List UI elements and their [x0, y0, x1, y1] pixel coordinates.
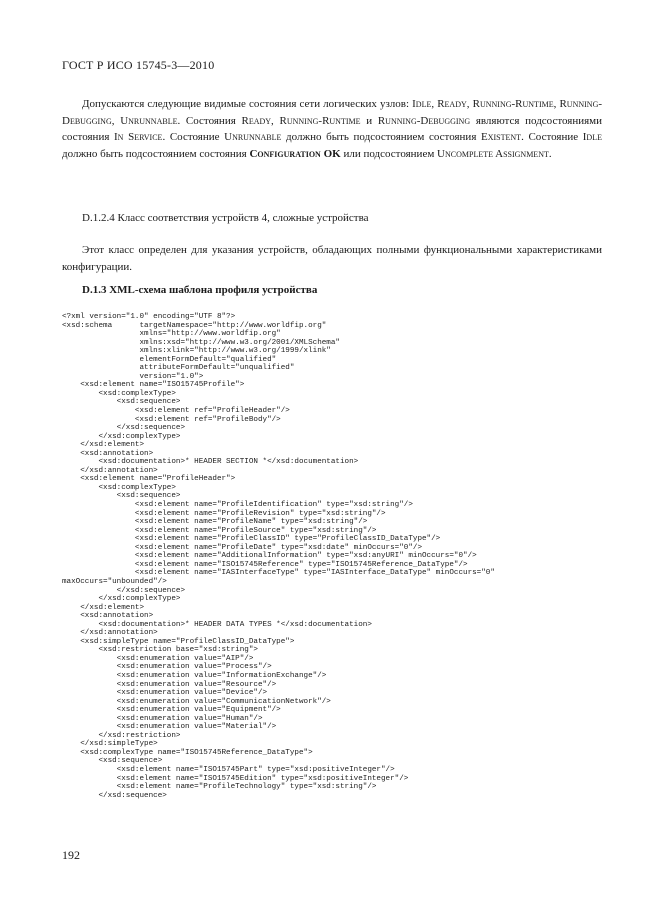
paragraph-class-description: Этот класс определен для указания устройств, обладающих полными функциональными характеристиками конфигурации.: [62, 244, 602, 273]
code-line: <xsd:element name="ProfileTechnology" type="xsd:string"/>: [62, 783, 377, 792]
code-line: <xsd:enumeration value="Human"/>: [62, 714, 263, 723]
paragraph-network-states: Допускаются следующие видимые состояния сети логических узлов: Idle, Ready, Running-Runtime, Running-Debugging, Unrunnable. Состояния Ready, Running-Runtime и Running-Debugging являются подсостояниями состояния In Service. Состояние Unrunnable должно быть подсостоянием состояния Existent. Состояние Idle должно быть подсостоянием состояния Configuration OK или подсостоянием Uncomplete Assignment.: [62, 98, 603, 160]
code-line: <xsd:documentation>* HEADER DATA TYPES *</xsd:documentation>: [62, 620, 372, 629]
code-line: <xsd:schema targetNamespace="http://www.worldfip.org": [62, 321, 327, 330]
code-line: <xsd:enumeration value="AIP"/>: [62, 654, 254, 663]
code-line: <xsd:annotation>: [62, 612, 154, 621]
code-line: <xsd:enumeration value="Material"/>: [62, 723, 277, 732]
code-line: xmlns:xlink="http://www.w3.org/1999/xlink": [62, 347, 331, 356]
subsection-heading: D.1.2.4 Класс соответствия устройств 4, сложные устройства: [82, 212, 369, 224]
code-line: <xsd:element name="ProfileClassID" type="ProfileClassID_DataType"/>: [62, 535, 441, 544]
code-line: <xsd:sequence>: [62, 757, 163, 766]
code-line: version="1.0">: [62, 372, 204, 381]
code-line: <xsd:sequence>: [62, 492, 181, 501]
code-line: <xsd:complexType>: [62, 483, 176, 492]
code-line: </xsd:complexType>: [62, 595, 181, 604]
code-line: <xsd:complexType name="ISO15745Reference_DataType">: [62, 748, 313, 757]
code-line: <xsd:enumeration value="InformationExchange"/>: [62, 671, 327, 680]
code-line: </xsd:sequence>: [62, 424, 186, 433]
code-line: </xsd:complexType>: [62, 432, 181, 441]
code-line: <xsd:enumeration value="CommunicationNetwork"/>: [62, 697, 331, 706]
code-line: <xsd:documentation>* HEADER SECTION *</xsd:documentation>: [62, 458, 359, 467]
code-line: </xsd:restriction>: [62, 731, 181, 740]
code-line: <xsd:element name="ProfileHeader">: [62, 475, 236, 484]
code-line: <xsd:element name="ISO15745Profile">: [62, 381, 245, 390]
code-line: <xsd:element name="AdditionalInformation" type="xsd:anyURI" minOccurs="0"/>: [62, 552, 477, 561]
code-line: <xsd:enumeration value="Equipment"/>: [62, 706, 281, 715]
code-line: xmlns:xsd="http://www.w3.org/2001/XMLSchema": [62, 338, 340, 347]
code-line: <xsd:element name="ProfileIdentification" type="xsd:string"/>: [62, 501, 413, 510]
code-line: <xsd:simpleType name="ProfileClassID_DataType">: [62, 637, 295, 646]
xml-code-listing: [62, 313, 622, 800]
code-line: maxOccurs="unbounded"/>: [62, 577, 167, 586]
code-line: <xsd:sequence>: [62, 398, 181, 407]
code-line: <xsd:element ref="ProfileHeader"/>: [62, 407, 290, 416]
code-line: </xsd:simpleType>: [62, 740, 158, 749]
code-line: xmlns="http://www.worldfip.org": [62, 330, 281, 339]
code-line: </xsd:sequence>: [62, 791, 167, 800]
code-line: <xsd:element name="ISO15745Part" type="xsd:positiveInteger"/>: [62, 765, 395, 774]
code-line: <xsd:enumeration value="Device"/>: [62, 689, 268, 698]
code-line: <xsd:element name="ProfileRevision" type="xsd:string"/>: [62, 509, 386, 518]
code-line: <xsd:element name="ProfileDate" type="xsd:date" minOccurs="0"/>: [62, 543, 423, 552]
section-heading: D.1.3 XML-схема шаблона профиля устройства: [82, 284, 318, 296]
code-line: </xsd:annotation>: [62, 466, 158, 475]
document-header: ГОСТ Р ИСО 15745-3—2010: [62, 58, 215, 72]
code-line: <xsd:annotation>: [62, 449, 154, 458]
code-line: <xsd:complexType>: [62, 389, 176, 398]
code-line: <xsd:element name="ProfileName" type="xsd:string"/>: [62, 518, 368, 527]
code-line: </xsd:element>: [62, 441, 145, 450]
code-line: <xsd:element name="ProfileSource" type="xsd:string"/>: [62, 526, 377, 535]
page-number: 192: [62, 848, 80, 862]
code-line: <xsd:enumeration value="Process"/>: [62, 663, 272, 672]
code-line: </xsd:element>: [62, 603, 145, 612]
code-line: <?xml version="1.0" encoding="UTF 8"?>: [62, 313, 236, 321]
code-line: elementFormDefault="qualified": [62, 355, 277, 364]
code-line: <xsd:restriction base="xsd:string">: [62, 646, 258, 655]
code-line: </xsd:annotation>: [62, 629, 158, 638]
code-line: attributeFormDefault="unqualified": [62, 364, 295, 373]
code-line: <xsd:element ref="ProfileBody"/>: [62, 415, 281, 424]
code-line: <xsd:element name="ISO15745Reference" type="ISO15745Reference_DataType"/>: [62, 560, 468, 569]
code-line: <xsd:element name="ISO15745Edition" type="xsd:positiveInteger"/>: [62, 774, 409, 783]
code-line: <xsd:enumeration value="Resource"/>: [62, 680, 277, 689]
code-line: <xsd:element name="IASInterfaceType" type="IASInterface_DataType" minOccurs="0": [62, 569, 495, 578]
code-line: </xsd:sequence>: [62, 586, 186, 595]
